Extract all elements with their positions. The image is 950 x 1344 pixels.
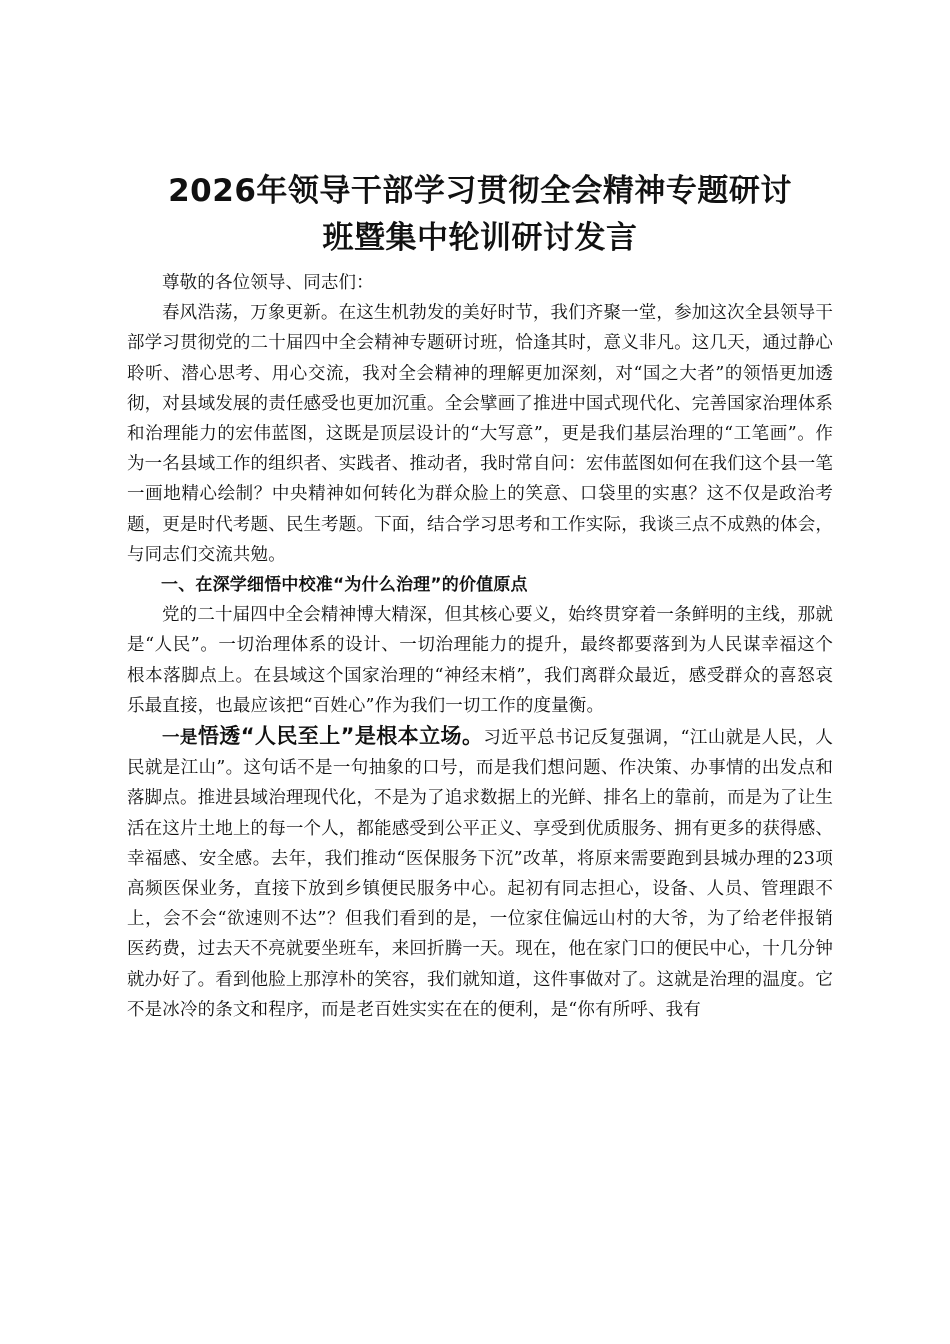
- document-title: [127, 168, 833, 262]
- section-1-heading: 一、在深学细悟中校准“为什么治理”的价值原点: [161, 575, 528, 596]
- point-1-body: 习近平总书记反复强调，“江山就是人民，人民就是江山”。这句话不是一句抽象的口号，而是我们想问题、作决策、办事情的出发点和落脚点。推进县域治理现代化，不是为了追求数据上的光鲜、排名上的靠前，而是为了让生活在这片土地上的每一个人，都能感受到公平正义、享受到优质服务、拥有更多的获得感、幸福感、安全感。去年，我们推动“医保服务下沉”改革，将原来需要跑到县城办理的23项高频医保业务，直接下放到乡镇便民服务中心。起初有同志担心，设备、人员、管理跟不上，会不会“欲速则不达”？但我们看到的是，一位家住偏远山村的大爷，为了给老伴报销医药费，过去天不亮就要坐班车，来回折腾一天。现在，他在家门口的便民中心，十几分钟就办好了。看到他脸上那淳朴的笑容，我们就知道，这件事做对了。这就是治理的温度。它不是冰冷的条文和程序，而是老百姓实实在在的便利，是“你有所呼、我有: [127, 728, 833, 1020]
- title-line-2: 班暨集中轮训研讨发言: [322, 220, 638, 256]
- point-1-paragraph: [127, 721, 833, 1025]
- title-line-1: 2026年领导干部学习贯彻全会精神专题研讨: [168, 173, 792, 209]
- point-1-lead-prefix: 一是: [162, 728, 198, 749]
- point-1-lead-title: 悟透“人民至上”是根本立场。: [197, 724, 484, 749]
- intro-paragraph: 春风浩荡，万象更新。在这生机勃发的美好时节，我们齐聚一堂，参加这次全县领导干部学习贯彻党的二十届四中全会精神专题研讨班，恰逢其时，意义非凡。这几天，通过静心聆听、潜心思考、用心交流，我对全会精神的理解更加深刻，对“国之大者”的领悟更加透彻，对县域发展的责任感受也更加沉重。全会擘画了推进中国式现代化、完善国家治理体系和治理能力的宏伟蓝图，这既是顶层设计的“大写意”，更是我们基层治理的“工笔画”。作为一名县域工作的组织者、实践者、推动者，我时常自问：宏伟蓝图如何在我们这个县一笔一画地精心绘制？中央精神如何转化为群众脸上的笑意、口袋里的实惠？这不仅是政治考题，更是时代考题、民生考题。下面，结合学习思考和工作实际，我谈三点不成熟的体会，与同志们交流共勉。: [127, 303, 833, 565]
- document-body: [127, 168, 833, 1025]
- salutation: 尊敬的各位领导、同志们：: [162, 273, 374, 293]
- section-1-paragraph: 党的二十届四中全会精神博大精深，但其核心要义，始终贯穿着一条鲜明的主线，那就是“人民”。一切治理体系的设计、一切治理能力的提升，最终都要落到为人民谋幸福这个根本落脚点上。在县域这个国家治理的“神经末梢”，我们离群众最近，感受群众的喜怒哀乐最直接，也最应该把“百姓心”作为我们一切工作的度量衡。: [127, 605, 833, 716]
